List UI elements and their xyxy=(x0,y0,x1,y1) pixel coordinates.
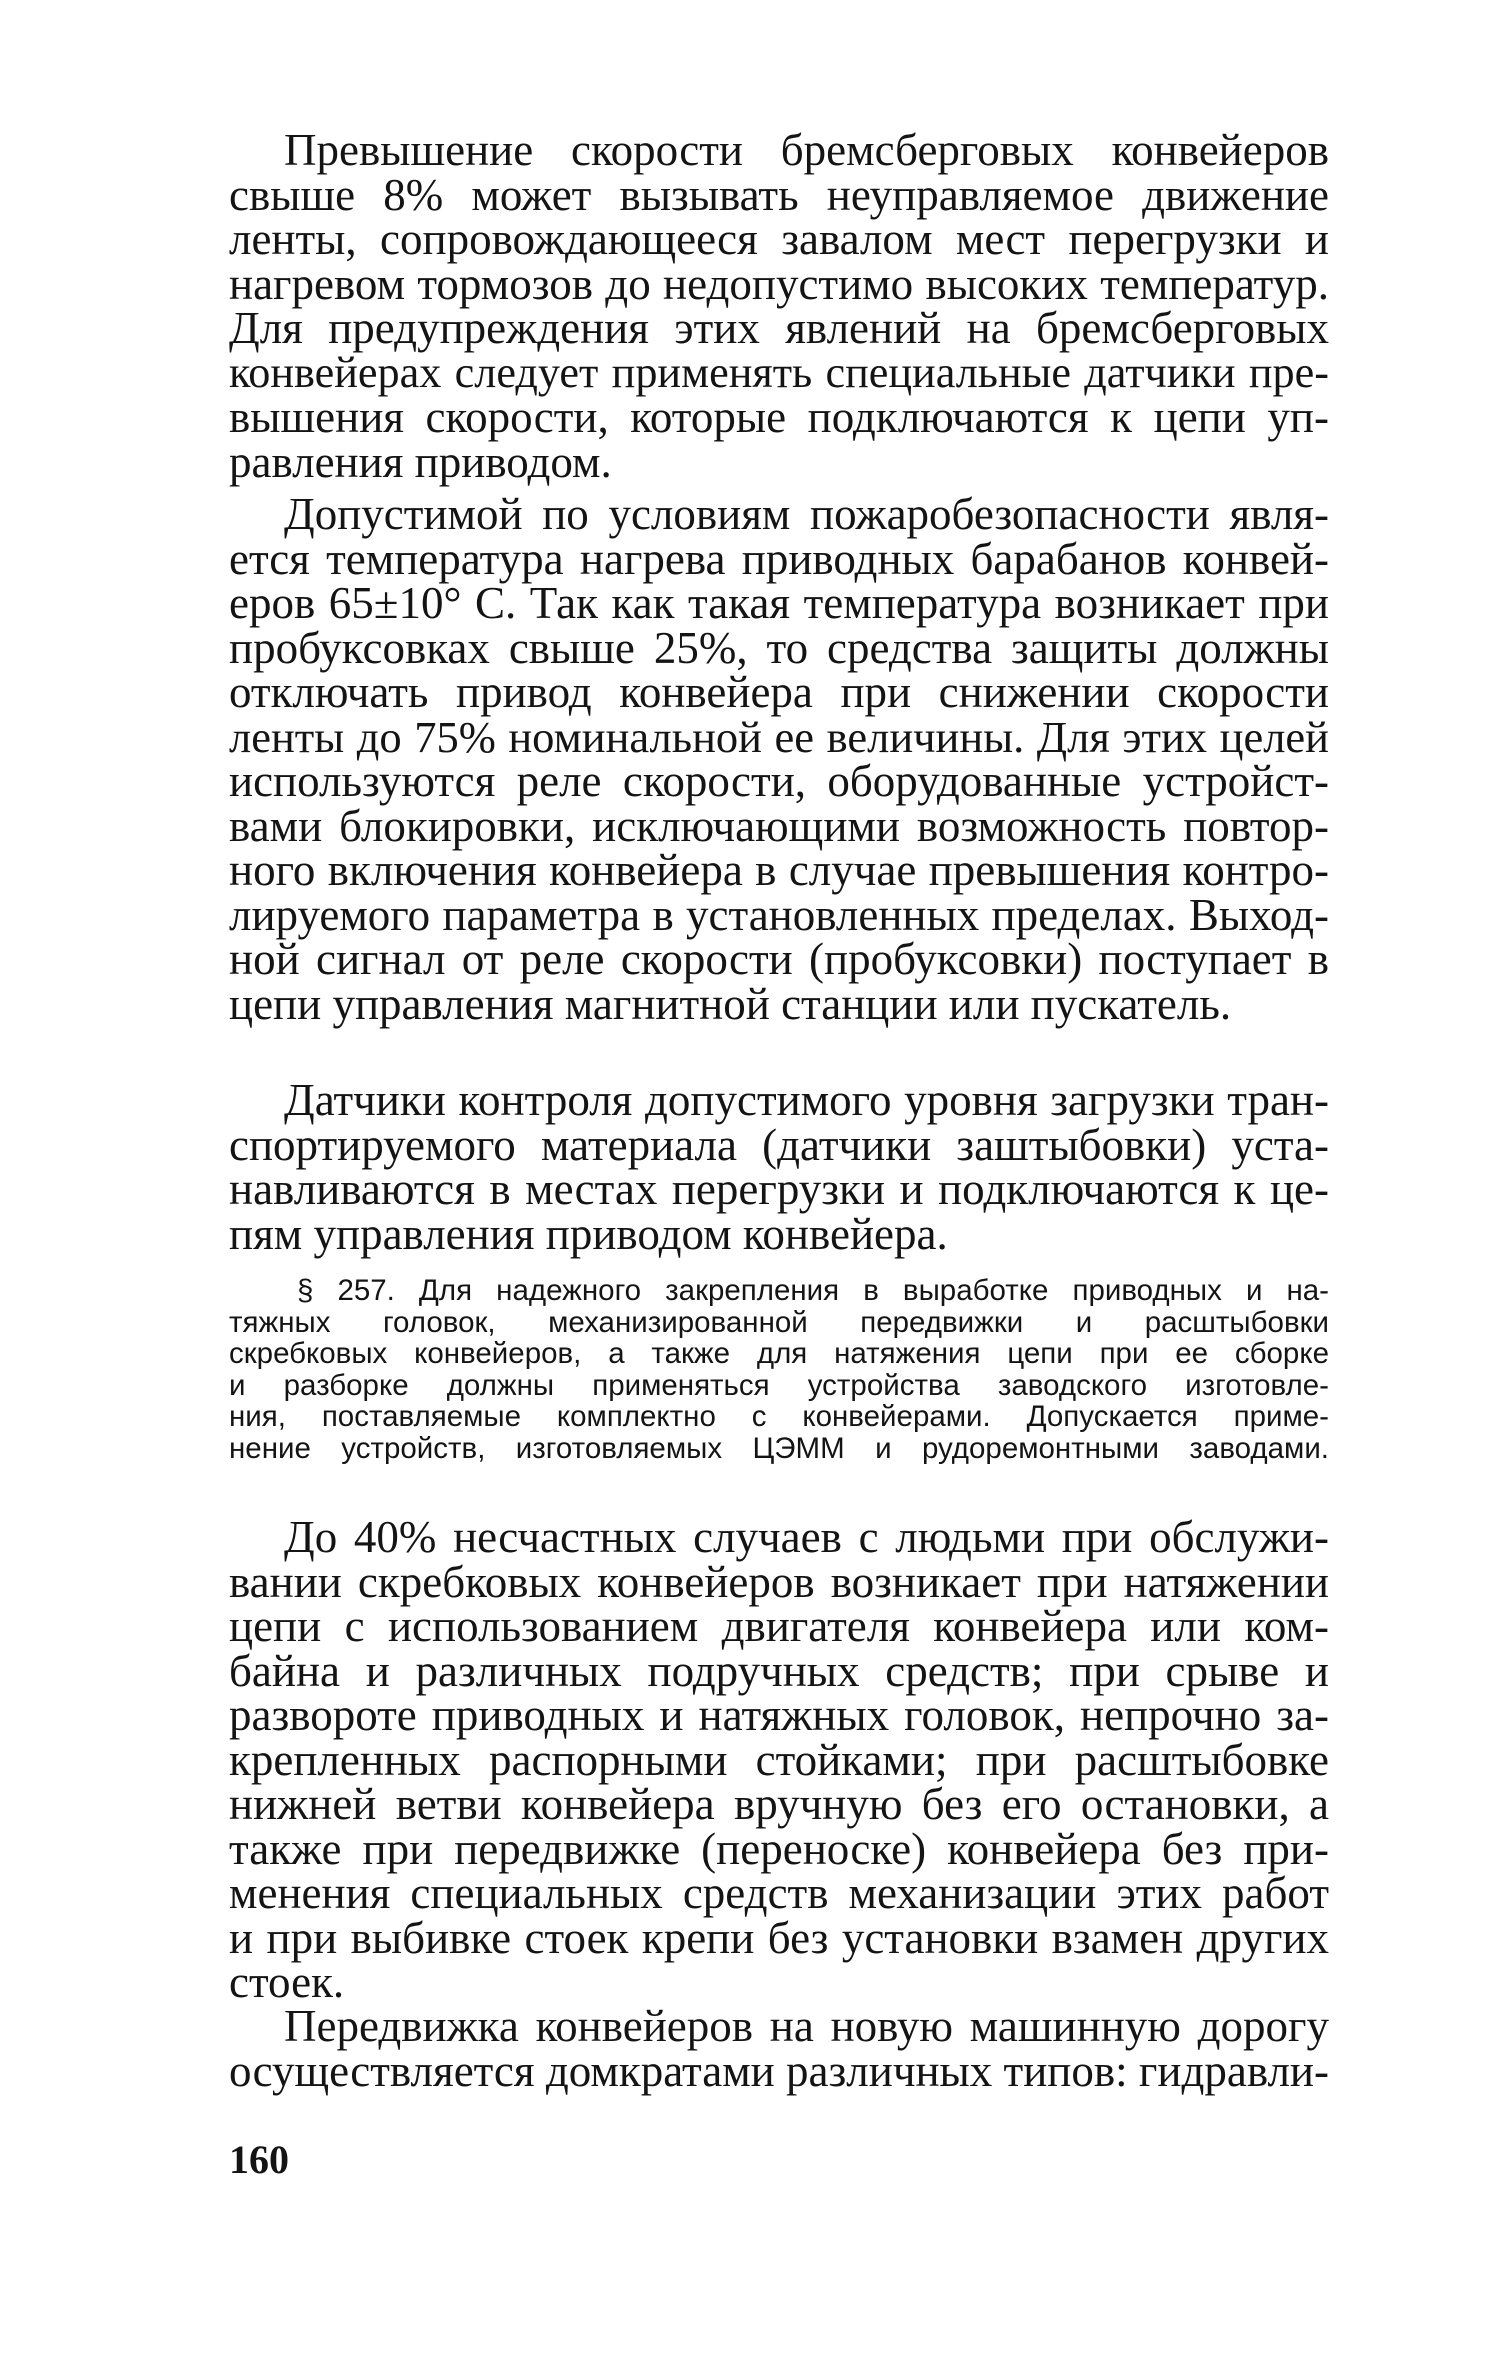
text-line: ется температура нагрева приводных барабанов конвей- xyxy=(229,533,1329,584)
text-line: ленты до 75% номинальной ее величины. Для этих целей xyxy=(229,711,1329,762)
text-line: Допустимой по условиям пожаробезопасности явля- xyxy=(284,489,1329,539)
text-line: осуществляется домкратами различных типов: гидравли- xyxy=(229,2045,1329,2096)
text-line: пробуксовках свыше 25%, то средства защиты должны xyxy=(229,622,1329,673)
text-line: § 257. Для надежного закрепления в выработке приводных и на- xyxy=(297,1274,1329,1307)
text-line: цепи с использованием двигателя конвейера или ком- xyxy=(229,1601,1329,1651)
paragraph-drum-temperature xyxy=(229,489,1329,1029)
text-line: также при передвижке (переноске) конвейера без при- xyxy=(229,1823,1329,1874)
text-line: вами блокировки, исключающими возможность повтор- xyxy=(229,800,1329,851)
text-line: навливаются в местах перегрузки и подключаются к це- xyxy=(229,1164,1329,1214)
paragraph-accidents xyxy=(229,1512,1329,2007)
paragraph-load-sensors xyxy=(229,1075,1329,1259)
text-line: лируемого параметра в установленных пределах. Выход- xyxy=(229,889,1329,940)
text-line: отключать привод конвейера при снижении скорости xyxy=(229,667,1329,717)
text-line: байна и различных подручных средств; при срыве и xyxy=(229,1645,1329,1696)
text-line: и при выбивке стоек крепи без установки взамен других xyxy=(229,1912,1329,1963)
text-line: Датчики контроля допустимого уровня загрузки тран- xyxy=(284,1075,1329,1125)
text-line: нагревом тормозов до недопустимо высоких температур. xyxy=(229,258,1329,309)
text-line: вышения скорости, которые подключаются к цепи уп- xyxy=(229,392,1329,442)
text-line: спортируемого материала (датчики заштыбовки) уста- xyxy=(229,1119,1329,1170)
text-line: крепленных распорными стойками; при расштыбовке xyxy=(229,1734,1329,1785)
text-line: скребковых конвейеров, а также для натяжения цепи при ее сборке xyxy=(229,1337,1329,1370)
text-line: нижней ветви конвейера вручную без его остановки, а xyxy=(229,1779,1329,1829)
text-line: развороте приводных и натяжных головок, непрочно за- xyxy=(229,1690,1329,1740)
text-line: ного включения конвейера в случае превышения контро- xyxy=(229,845,1329,895)
paragraph-conveyor-moving xyxy=(229,2001,1329,2096)
section-257 xyxy=(229,1275,1329,1464)
text-line: тяжных головок, механизированной передвижки и расштыбовки xyxy=(229,1305,1329,1339)
text-line: ной сигнал от реле скорости (пробуксовки) поступает в xyxy=(229,934,1329,984)
text-line: нение устройств, изготовляемых ЦЭММ и рудоремонтными заводами. xyxy=(229,1431,1329,1465)
text-line: Передвижка конвейеров на новую машинную дорогу xyxy=(284,2001,1329,2051)
text-line: До 40% несчастных случаев с людьми при обслужи- xyxy=(284,1512,1329,1562)
text-line: пям управления приводом конвейера. xyxy=(229,1208,948,1259)
text-line: еров 65±10° С. Так как такая температура возникает при xyxy=(229,578,1329,628)
text-line: и разборке должны применяться устройства заводского изготовле- xyxy=(229,1368,1329,1402)
text-line: ния, поставляемые комплектно с конвейерами. Допускается приме- xyxy=(229,1400,1329,1433)
text-line: стоек. xyxy=(229,1957,345,2007)
text-line: равления приводом. xyxy=(229,436,612,487)
paragraph-brake-conveyors xyxy=(229,125,1329,487)
text-line: используются реле скорости, оборудованные устройст- xyxy=(229,756,1329,806)
text-line: свыше 8% может вызывать неуправляемое движение xyxy=(229,169,1329,220)
text-line: менения специальных средств механизации этих работ xyxy=(229,1868,1329,1918)
text-line: цепи управления магнитной станции или пускатель. xyxy=(229,978,1232,1029)
text-line: конвейерах следует применять специальные датчики пре- xyxy=(229,347,1329,397)
text-line: ленты, сопровождающееся завалом мест перегрузки и xyxy=(229,214,1329,264)
text-line: вании скребковых конвейеров возникает при натяжении xyxy=(229,1556,1329,1607)
text-line: Для предупреждения этих явлений на бремсберговых xyxy=(229,303,1329,353)
text-line: Превышение скорости бремсберговых конвейеров xyxy=(284,125,1329,175)
page-number: 160 xyxy=(229,2137,289,2182)
